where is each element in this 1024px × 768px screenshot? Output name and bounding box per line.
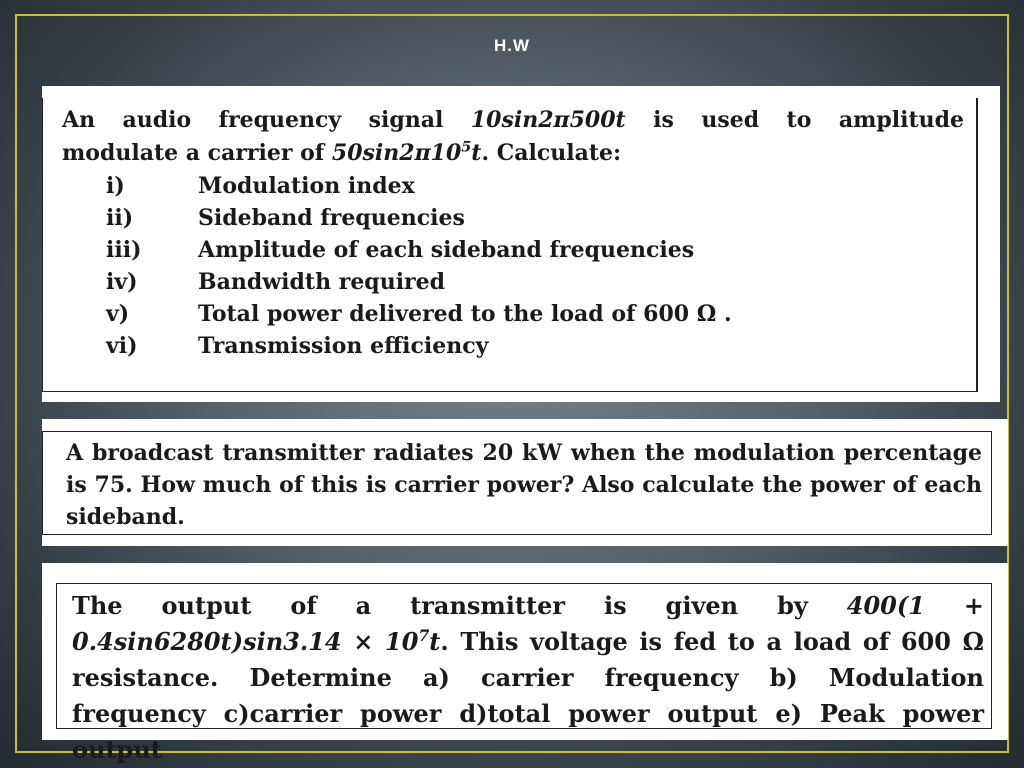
- question-1-list: [62, 170, 964, 362]
- question-3-panel: [42, 563, 1008, 764]
- slide-title: H.W: [493, 36, 531, 55]
- question-1-line-2: modulate a carrier of $50\sin 2\pi 10^5t$. Calculate:: [62, 139, 622, 166]
- list-item: v) Total power delivered to the load of 600 Ω .: [106, 301, 732, 327]
- question-2-panel: [42, 419, 1008, 546]
- question-1-right-border: [976, 98, 977, 392]
- list-item: vi) Transmission efficiency: [106, 333, 489, 359]
- carrier-expression: $50\sin 2\pi 10^5t$: [331, 139, 482, 166]
- question-1-panel: [42, 86, 1000, 402]
- transmitter-output-expression: $400(1 + 0.4\sin 6280t)\sin 3.14 \times 10^7t$: [72, 591, 984, 656]
- question-1-text: [62, 104, 964, 362]
- list-item: i) Modulation index: [106, 173, 415, 199]
- signal-expression: 10sin2π500t: [470, 107, 626, 133]
- question-1-line-1: An audio frequency signal 10sin2π500t is used to amplitude: [62, 107, 964, 133]
- question-3-text: The output of a transmitter is given by $400(1 + 0.4\sin 6280t)\sin 3.14 \times 10^7t$. This voltage is fed to a load of 600 Ω resistance. Determine a) carrier frequency b) Modulation frequency c)carrier power d)total power output e) Peak power output: [72, 591, 984, 764]
- question-2-text: A broadcast transmitter radiates 20 kW when the modulation percentage is 75. How much of this is carrier power? Also calculate the power of each sideband.: [66, 440, 982, 530]
- list-item: iii) Amplitude of each sideband frequencies: [106, 237, 695, 263]
- list-item: ii) Sideband frequencies: [106, 205, 465, 231]
- list-item: iv) Bandwidth required: [106, 269, 446, 295]
